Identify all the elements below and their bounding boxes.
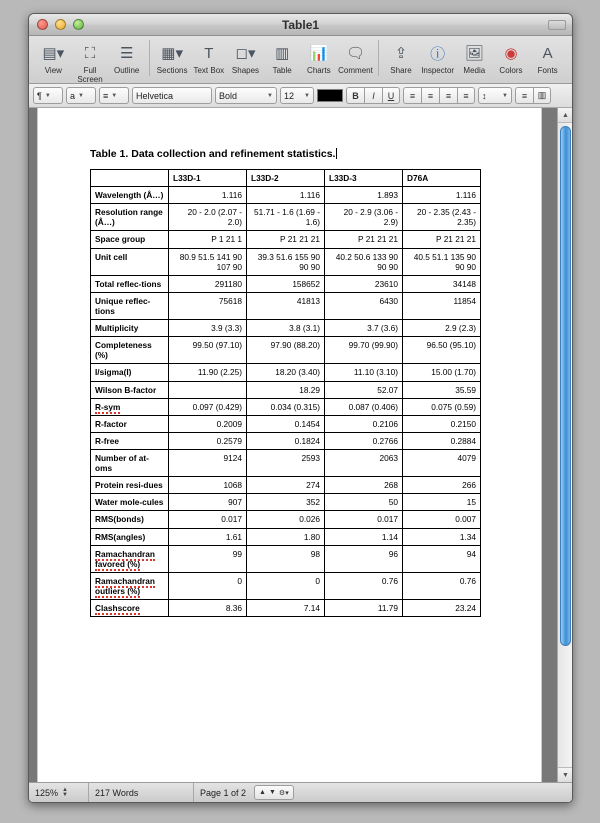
row-label: Wilson B-factor xyxy=(91,381,169,398)
chevron-down-icon: ▼ xyxy=(267,92,273,99)
cell-value: 0.2766 xyxy=(325,432,403,449)
cell-value: 0.76 xyxy=(325,572,403,599)
toolbar-label-outline: Outline xyxy=(114,66,140,75)
table-row[interactable] xyxy=(91,528,481,545)
columns-icon[interactable]: ▥ xyxy=(533,87,551,104)
cell-value: 20 - 2.0 (2.07 - 2.0) xyxy=(169,204,247,231)
document-area xyxy=(29,108,572,782)
cell-value: 0.026 xyxy=(247,511,325,528)
row-label: Resolution range (Å…) xyxy=(91,204,169,231)
cell-value: 2063 xyxy=(325,449,403,476)
row-label: Space group xyxy=(91,231,169,248)
toolbar-item-table[interactable] xyxy=(264,38,301,75)
scroll-up-icon[interactable]: ▲ xyxy=(558,108,572,123)
cell-value: 158652 xyxy=(247,275,325,292)
toolbar-label-fonts: Fonts xyxy=(537,66,558,75)
cell-value: 34148 xyxy=(403,275,481,292)
toolbar-item-share[interactable] xyxy=(383,38,420,75)
toolbar-toggle-icon[interactable] xyxy=(548,20,566,30)
scrollbar-thumb[interactable] xyxy=(560,126,571,646)
align-left-icon[interactable]: ≡ xyxy=(403,87,421,104)
toolbar-label-fullscreen: Full Screen xyxy=(77,66,103,84)
toolbar-label-colors: Colors xyxy=(499,66,523,75)
cell-value: 3.9 (3.3) xyxy=(169,320,247,337)
cell-value: 99.70 (99.90) xyxy=(325,337,403,364)
cell-value: P 1 21 1 xyxy=(169,231,247,248)
cell-value: 0.034 (0.315) xyxy=(247,398,325,415)
table-caption[interactable] xyxy=(90,148,513,160)
row-label xyxy=(91,398,169,415)
word-count-value: 217 Words xyxy=(95,787,139,798)
cell-value: 0.2884 xyxy=(403,432,481,449)
table-row[interactable] xyxy=(91,600,481,617)
cell-value: 9124 xyxy=(169,449,247,476)
cell-value: 20 - 2.9 (3.06 - 2.9) xyxy=(325,204,403,231)
zoom-value: 125% xyxy=(35,787,59,798)
row-label xyxy=(91,545,169,572)
align-justify-icon[interactable]: ≡ xyxy=(457,87,475,104)
toolbar-item-fullscreen[interactable] xyxy=(72,38,109,84)
row-label: Multiplicity xyxy=(91,320,169,337)
view-icon: ▤▾ xyxy=(42,45,65,62)
character-style-menu[interactable] xyxy=(66,87,96,104)
toolbar-label-share: Share xyxy=(390,66,412,75)
document-page[interactable] xyxy=(37,108,542,782)
pages-document-window xyxy=(28,13,573,803)
cell-value: 3.8 (3.1) xyxy=(247,320,325,337)
row-label: Number of at-oms xyxy=(91,449,169,476)
cell-value: 1.116 xyxy=(247,187,325,204)
table-row[interactable] xyxy=(91,477,481,494)
character-style-label: a xyxy=(70,90,76,101)
chevron-down-icon: ▼ xyxy=(304,92,310,99)
next-page-icon[interactable]: ▼ xyxy=(268,789,276,796)
main-toolbar[interactable] xyxy=(29,36,572,84)
cell-value: 1.14 xyxy=(325,528,403,545)
cell-value: 0 xyxy=(169,572,247,599)
table-row[interactable] xyxy=(91,432,481,449)
table-header-row xyxy=(91,170,481,187)
row-label xyxy=(91,572,169,599)
page-indicator-value: Page 1 of 2 xyxy=(200,787,247,798)
font-style-value: Bold xyxy=(219,90,238,101)
toolbar-label-media: Media xyxy=(463,66,486,75)
cell-value: 75618 xyxy=(169,292,247,319)
toolbar-label-textbox: Text Box xyxy=(193,66,225,75)
cell-value: 0.76 xyxy=(403,572,481,599)
row-label: R-factor xyxy=(91,415,169,432)
cell-value: 8.36 xyxy=(169,600,247,617)
charts-icon: 📊 xyxy=(309,45,329,62)
document-content[interactable] xyxy=(38,108,541,617)
chevron-down-icon: ▼ xyxy=(78,92,84,99)
window-titlebar[interactable] xyxy=(29,14,572,36)
table-row[interactable] xyxy=(91,204,481,231)
cell-value: 1.116 xyxy=(403,187,481,204)
share-icon: ⇪ xyxy=(394,45,408,62)
cell-value: 1068 xyxy=(169,477,247,494)
column-header-d76a: D76A xyxy=(403,170,481,187)
cell-value: 1.893 xyxy=(325,187,403,204)
cell-value: 2.9 (2.3) xyxy=(403,320,481,337)
toolbar-item-colors[interactable] xyxy=(493,38,530,75)
row-label: RMS(bonds) xyxy=(91,511,169,528)
inspector-icon: ⓘ xyxy=(430,45,446,63)
fonts-icon: A xyxy=(542,44,553,62)
toolbar-item-sections[interactable] xyxy=(154,38,191,75)
cell-value: 11.90 (2.25) xyxy=(169,364,247,381)
cell-value: 1.116 xyxy=(169,187,247,204)
row-label: Completeness (%) xyxy=(91,337,169,364)
toolbar-separator-1 xyxy=(149,40,150,76)
previous-page-icon[interactable]: ▲ xyxy=(259,789,266,796)
table-row[interactable] xyxy=(91,292,481,319)
underline-button[interactable]: U xyxy=(382,87,400,104)
toolbar-separator-2 xyxy=(378,40,379,76)
font-family-menu[interactable] xyxy=(132,87,212,104)
cell-value: 18.20 (3.40) xyxy=(247,364,325,381)
table-row[interactable] xyxy=(91,381,481,398)
table-row[interactable] xyxy=(91,275,481,292)
minimize-button-icon[interactable] xyxy=(55,19,66,30)
chevron-down-icon: ▼ xyxy=(111,92,118,99)
cell-value: 39.3 51.6 155 90 90 90 xyxy=(247,248,325,275)
page-status xyxy=(194,783,572,803)
toolbar-label-sections: Sections xyxy=(156,66,188,75)
cell-value: 15 xyxy=(403,494,481,511)
toolbar-label-charts: Charts xyxy=(307,66,331,75)
cell-value: 0.2150 xyxy=(403,415,481,432)
column-header-l33d3: L33D-3 xyxy=(325,170,403,187)
cell-value: 11854 xyxy=(403,292,481,319)
table-icon: ▥ xyxy=(275,45,290,62)
word-count xyxy=(89,783,194,803)
line-spacing-icon: ↕ xyxy=(482,90,487,101)
cell-value: 99 xyxy=(169,545,247,572)
spacing-group[interactable] xyxy=(515,87,551,104)
list-spacing-icon[interactable]: ≡ xyxy=(515,87,533,104)
textbox-icon: T xyxy=(204,44,214,62)
cell-value: 0.2579 xyxy=(169,432,247,449)
toolbar-item-view[interactable] xyxy=(35,38,72,75)
cell-value: 0 xyxy=(247,572,325,599)
zoom-button-icon[interactable] xyxy=(73,19,84,30)
cell-value: 2593 xyxy=(247,449,325,476)
row-label: Total reflec-tions xyxy=(91,275,169,292)
table-row[interactable] xyxy=(91,248,481,275)
text-color-swatch[interactable] xyxy=(317,89,343,102)
cell-value: 0.1454 xyxy=(247,415,325,432)
page-navigation[interactable] xyxy=(254,785,294,800)
row-label: Unique reflec-tions xyxy=(91,292,169,319)
table-row[interactable] xyxy=(91,337,481,364)
window-controls[interactable] xyxy=(37,19,84,30)
cell-value: 0.017 xyxy=(169,511,247,528)
page-scroll-region[interactable] xyxy=(29,108,557,782)
text-style-group[interactable] xyxy=(346,87,400,104)
table-row[interactable] xyxy=(91,545,481,572)
statistics-table[interactable] xyxy=(90,169,481,617)
align-right-icon[interactable]: ≡ xyxy=(439,87,457,104)
cell-value: 0.2106 xyxy=(325,415,403,432)
cell-value: 0.1824 xyxy=(247,432,325,449)
table-row[interactable] xyxy=(91,187,481,204)
sections-icon: ▦▾ xyxy=(161,45,183,62)
chevron-down-icon: ▼ xyxy=(44,92,51,99)
cell-value: 0.017 xyxy=(325,511,403,528)
table-caption-text: Table 1. Data collection and refinement statistics. xyxy=(90,148,336,160)
close-button-icon[interactable] xyxy=(37,19,48,30)
misspelled-word: Ramachandran outliers (%) xyxy=(95,575,155,596)
row-label: Water mole-cules xyxy=(91,494,169,511)
table-row[interactable] xyxy=(91,415,481,432)
toolbar-label-inspector: Inspector xyxy=(421,66,455,75)
cell-value: 4079 xyxy=(403,449,481,476)
cell-value: 96 xyxy=(325,545,403,572)
cell-value: 94 xyxy=(403,545,481,572)
row-label: Unit cell xyxy=(91,248,169,275)
cell-value: P 21 21 21 xyxy=(325,231,403,248)
cell-value: 11.10 (3.10) xyxy=(325,364,403,381)
cell-value: 41813 xyxy=(247,292,325,319)
media-icon: 🖼 xyxy=(464,45,484,62)
table-row[interactable] xyxy=(91,511,481,528)
font-size-value: 12 xyxy=(284,90,295,101)
row-label: Wavelength (Å…) xyxy=(91,187,169,204)
cell-value: 97.90 (88.20) xyxy=(247,337,325,364)
status-bar[interactable] xyxy=(29,782,572,802)
scroll-down-icon[interactable]: ▼ xyxy=(558,767,572,782)
cell-value: 352 xyxy=(247,494,325,511)
toolbar-label-view: View xyxy=(44,66,62,75)
cell-value: 80.9 51.5 141 90 107 90 xyxy=(169,248,247,275)
paragraph-style-icon: ¶ xyxy=(37,90,42,101)
format-bar[interactable] xyxy=(29,84,572,108)
misspelled-word: R-sym xyxy=(95,401,121,412)
row-label: R-free xyxy=(91,432,169,449)
shapes-icon: ◻▾ xyxy=(235,45,256,62)
cell-value: 96.50 (95.10) xyxy=(403,337,481,364)
toolbar-item-shapes[interactable] xyxy=(227,38,264,75)
cell-value: 1.34 xyxy=(403,528,481,545)
table-header xyxy=(91,170,481,187)
cell-value: 11.79 xyxy=(325,600,403,617)
misspelled-word: Ramachandran favored (%) xyxy=(95,548,155,569)
toolbar-label-comment: Comment xyxy=(338,66,373,75)
paragraph-style-menu[interactable] xyxy=(33,87,63,104)
cell-value: 0.2009 xyxy=(169,415,247,432)
cell-value: 99.50 (97.10) xyxy=(169,337,247,364)
cell-value xyxy=(169,381,247,398)
cell-value: 907 xyxy=(169,494,247,511)
cell-value: 274 xyxy=(247,477,325,494)
cell-value: P 21 21 21 xyxy=(247,231,325,248)
cell-value: 15.00 (1.70) xyxy=(403,364,481,381)
cell-value: 40.2 50.6 133 90 90 90 xyxy=(325,248,403,275)
comment-icon: 🗨 xyxy=(345,45,366,62)
cell-value: 18.29 xyxy=(247,381,325,398)
fullscreen-icon: ⛶ xyxy=(84,44,96,62)
row-label: I/sigma(I) xyxy=(91,364,169,381)
cell-value: 6430 xyxy=(325,292,403,319)
toolbar-item-fonts[interactable] xyxy=(529,38,566,75)
align-center-icon[interactable]: ≡ xyxy=(421,87,439,104)
table-row[interactable] xyxy=(91,398,481,415)
cell-value: 0.097 (0.429) xyxy=(169,398,247,415)
table-row[interactable] xyxy=(91,320,481,337)
cell-value: 268 xyxy=(325,477,403,494)
toolbar-label-shapes: Shapes xyxy=(231,66,260,75)
page-settings-icon[interactable]: ⚙▾ xyxy=(278,789,289,797)
table-row[interactable] xyxy=(91,364,481,381)
cell-value: 1.61 xyxy=(169,528,247,545)
text-cursor xyxy=(336,148,337,159)
table-row[interactable] xyxy=(91,494,481,511)
colors-icon: ◉ xyxy=(504,45,518,62)
table-row[interactable] xyxy=(91,572,481,599)
table-row[interactable] xyxy=(91,231,481,248)
font-family-value: Helvetica xyxy=(136,90,174,101)
toolbar-item-charts[interactable] xyxy=(301,38,338,75)
zoom-control[interactable] xyxy=(29,783,89,803)
cell-value: 98 xyxy=(247,545,325,572)
font-size-menu[interactable] xyxy=(280,87,314,104)
vertical-scrollbar[interactable] xyxy=(557,108,572,782)
cell-value: 51.71 - 1.6 (1.69 - 1.6) xyxy=(247,204,325,231)
cell-value: 40.5 51.1 135 90 90 90 xyxy=(403,248,481,275)
toolbar-item-outline[interactable] xyxy=(108,38,145,75)
window-title: Table1 xyxy=(281,18,320,32)
toolbar-item-textbox[interactable] xyxy=(190,38,227,75)
alignment-group[interactable] xyxy=(403,87,475,104)
table-row[interactable] xyxy=(91,449,481,476)
cell-value: 50 xyxy=(325,494,403,511)
cell-value: 35.59 xyxy=(403,381,481,398)
italic-button[interactable]: I xyxy=(364,87,382,104)
cell-value: 52.07 xyxy=(325,381,403,398)
table-body xyxy=(91,187,481,617)
toolbar-label-table: Table xyxy=(272,66,292,75)
row-label: RMS(angles) xyxy=(91,528,169,545)
misspelled-word: Clashscore xyxy=(95,603,140,614)
zoom-stepper-icon[interactable]: ▲ ▼ xyxy=(62,786,68,798)
cell-value: P 21 21 21 xyxy=(403,231,481,248)
cell-value: 291180 xyxy=(169,275,247,292)
column-header-l33d2: L33D-2 xyxy=(247,170,325,187)
cell-value: 3.7 (3.6) xyxy=(325,320,403,337)
column-header-l33d1: L33D-1 xyxy=(169,170,247,187)
cell-value: 23.24 xyxy=(403,600,481,617)
cell-value: 266 xyxy=(403,477,481,494)
cell-value: 0.007 xyxy=(403,511,481,528)
cell-value: 0.075 (0.59) xyxy=(403,398,481,415)
cell-value: 7.14 xyxy=(247,600,325,617)
cell-value: 1.80 xyxy=(247,528,325,545)
font-style-menu[interactable] xyxy=(215,87,277,104)
bold-button[interactable]: B xyxy=(346,87,364,104)
toolbar-item-inspector[interactable] xyxy=(419,38,456,75)
row-label xyxy=(91,600,169,617)
list-style-menu[interactable] xyxy=(99,87,129,104)
outline-icon: ☰ xyxy=(119,45,134,62)
chevron-down-icon: ▼ xyxy=(502,92,508,99)
toolbar-item-comment[interactable] xyxy=(337,38,374,75)
toolbar-item-media[interactable] xyxy=(456,38,493,75)
row-label: Protein resi-dues xyxy=(91,477,169,494)
column-header-blank xyxy=(91,170,169,187)
cell-value: 20 - 2.35 (2.43 - 2.35) xyxy=(403,204,481,231)
cell-value: 23610 xyxy=(325,275,403,292)
list-style-icon: ≡ xyxy=(103,90,109,101)
cell-value: 0.087 (0.406) xyxy=(325,398,403,415)
line-spacing-menu[interactable] xyxy=(478,87,512,104)
